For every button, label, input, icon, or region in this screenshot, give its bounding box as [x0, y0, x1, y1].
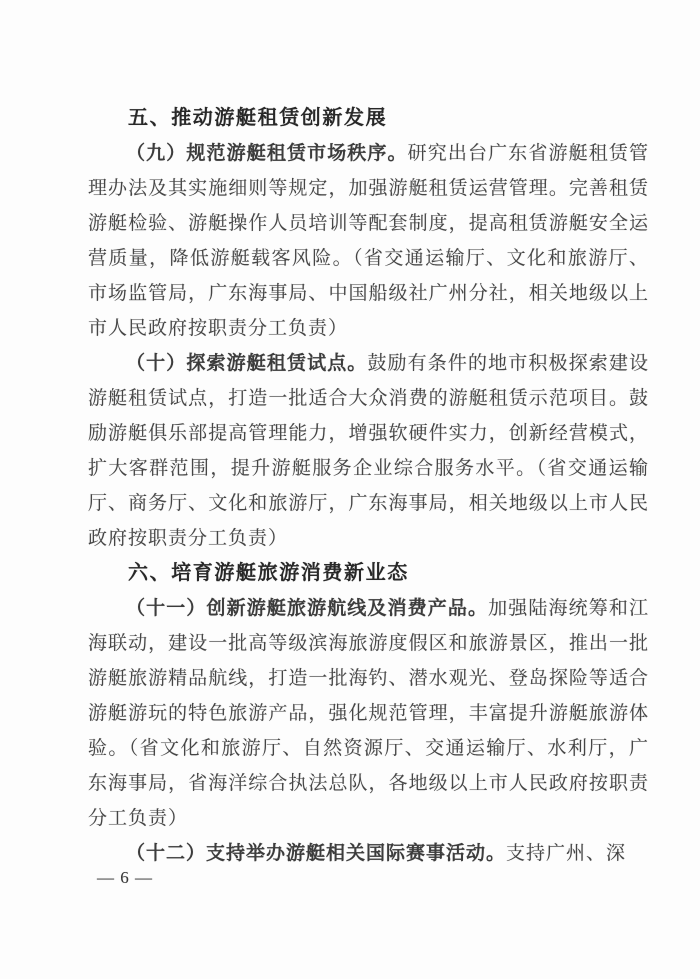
paragraph-11: [88, 591, 649, 836]
paragraph-12-body: 支持广州、深: [506, 843, 627, 864]
paragraph-11-lead: （十一）创新游艇旅游航线及消费产品。: [126, 598, 489, 619]
paragraph-10: [88, 346, 649, 556]
section-heading-6: 六、培育游艇旅游消费新业态: [128, 562, 409, 584]
paragraph-11-body: 加强陆海统筹和江海联动，建设一批高等级滨海旅游度假区和旅游景区，推出一批游艇旅游精品航线，打造一批海钓、潜水观光、登岛探险等适合游艇游玩的特色旅游产品，强化规范管理，丰富提升游艇旅游体验。（省文化和旅游厅、自然资源厅、交通运输厅、水利厅，广东海事局，省海洋综合执法总队，各地级以上市人民政府按职责分工负责）: [88, 598, 649, 829]
paragraph-9: [88, 136, 649, 346]
document-body: [88, 101, 649, 871]
paragraph-12-lead: （十二）支持举办游艇相关国际赛事活动。: [126, 843, 507, 864]
page-number: — 6 —: [97, 868, 153, 887]
paragraph-10-body: 鼓励有条件的地市积极探索建设游艇租赁试点，打造一批适合大众消费的游艇租赁示范项目。鼓励游艇俱乐部提高管理能力，增强软硬件实力，创新经营模式，扩大客群范围，提升游艇服务企业综合服务水平。（省交通运输厅、商务厅、文化和旅游厅，广东海事局，相关地级以上市人民政府按职责分工负责）: [88, 353, 649, 549]
paragraph-9-lead: （九）规范游艇租赁市场秩序。: [126, 143, 408, 164]
paragraph-10-lead: （十）探索游艇租赁试点。: [126, 353, 368, 374]
paragraph-12: [88, 836, 649, 871]
paragraph-9-body: 研究出台广东省游艇租赁管理办法及其实施细则等规定，加强游艇租赁运营管理。完善租赁游艇检验、游艇操作人员培训等配套制度，提高租赁游艇安全运营质量，降低游艇载客风险。（省交通运输厅、文化和旅游厅、市场监管局，广东海事局、中国船级社广州分社，相关地级以上市人民政府按职责分工负责）: [88, 143, 649, 339]
section-heading-5: 五、推动游艇租赁创新发展: [128, 107, 388, 129]
